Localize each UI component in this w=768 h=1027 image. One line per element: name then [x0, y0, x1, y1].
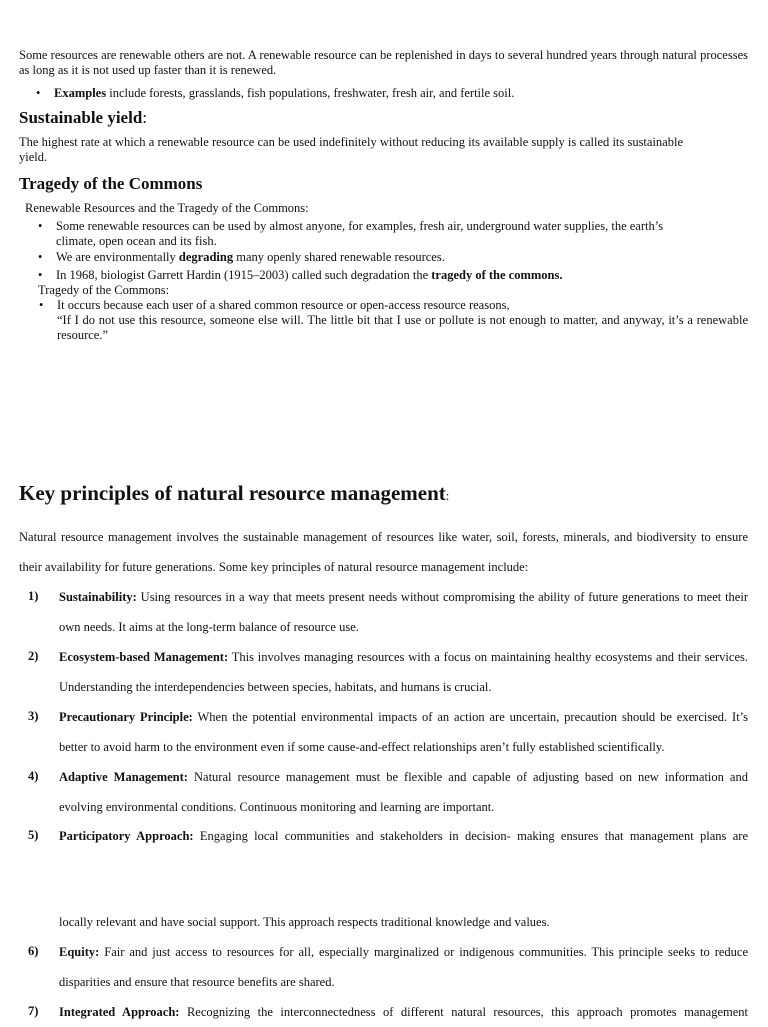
principle-item: Sustainability: Using resources in a way that meets present needs without compromising the ability of future generations to meet their own needs. It aims at the long-term balance of resource use.: [59, 590, 748, 634]
sustainable-yield-heading: Sustainable yield:: [19, 108, 148, 127]
examples-text: include forests, grasslands, fish populations, freshwater, fresh air, and fertile soil.: [106, 86, 515, 100]
tragedy-quote: “If I do not use this resource, someone else will. The little bit that I use or pollute is not enough to matter, and anyway, it’s a renewable resource.”: [57, 313, 748, 342]
item-number: 5): [28, 828, 39, 842]
principle-item: Adaptive Management: Natural resource management must be flexible and capable of adjusting based on new information and evolving environmental conditions. Continuous monitoring and learning are important.: [59, 770, 748, 814]
item-number: 1): [28, 589, 39, 603]
principle-item: Precautionary Principle: When the potential environmental impacts of an action are uncertain, precaution should be exercised. It’s better to avoid harm to the environment even if some cause-and-effect relationships aren’t fully established scientifically.: [59, 710, 749, 754]
principle-item-continued: locally relevant and have social support. This approach respects traditional knowledge and values.: [59, 915, 550, 929]
tragedy-heading: Tragedy of the Commons: [19, 174, 203, 193]
principle-item: Integrated Approach: Recognizing the interconnectedness of different natural resources, this approach promotes management: [59, 1005, 748, 1019]
principle-item: Equity: Fair and just access to resources for all, especially marginalized or indigenous communities. This principle seeks to reduce disparities and ensure that resource benefits are shared.: [59, 945, 748, 989]
tragedy-bullet-1: • Some renewable resources can be used by almost anyone, for examples, fresh air, underground water supplies, the earth’s climate, open ocean and its fish.: [56, 219, 706, 249]
item-number: 2): [28, 649, 39, 663]
sustainable-yield-text: The highest rate at which a renewable resource can be used indefinitely without reducing its available supply is called its sustainable yield.: [19, 135, 683, 164]
tragedy-bullet-2: • We are environmentally degrading many openly shared renewable resources.: [56, 250, 748, 265]
principles-intro: Natural resource management involves the sustainable management of resources like water, soil, forests, minerals, and biodiversity to ensure their availability for future generations. Some key principles of natural resource management include:: [19, 530, 748, 574]
tragedy-bullet-4: • It occurs because each user of a shared common resource or open-access resource reasons,: [57, 298, 748, 313]
tragedy-label-2: Tragedy of the Commons:: [38, 283, 170, 297]
item-number: 6): [28, 944, 39, 958]
examples-label: Examples: [54, 86, 107, 100]
examples-bullet: [54, 86, 748, 101]
intro-paragraph: Some resources are renewable others are not. A renewable resource can be replenished in days to several hundred years through natural processes as long as it is not used up faster than it is renewed.: [19, 48, 748, 77]
principle-item: Participatory Approach: Engaging local communities and stakeholders in decision- making ensures that management plans are: [59, 829, 749, 843]
principles-heading: Key principles of natural resource management:: [19, 481, 450, 505]
tragedy-subtitle: Renewable Resources and the Tragedy of the Commons:: [25, 201, 309, 215]
item-number: 3): [28, 709, 39, 723]
item-number: 7): [28, 1004, 39, 1018]
item-number: 4): [28, 769, 39, 783]
principle-item: Ecosystem-based Management: This involves managing resources with a focus on maintaining healthy ecosystems and their services. Understanding the interdependencies between species, habitats, and humans is crucial.: [59, 650, 748, 694]
tragedy-bullet-3: • In 1968, biologist Garrett Hardin (1915–2003) called such degradation the tragedy of the commons.: [56, 268, 748, 283]
